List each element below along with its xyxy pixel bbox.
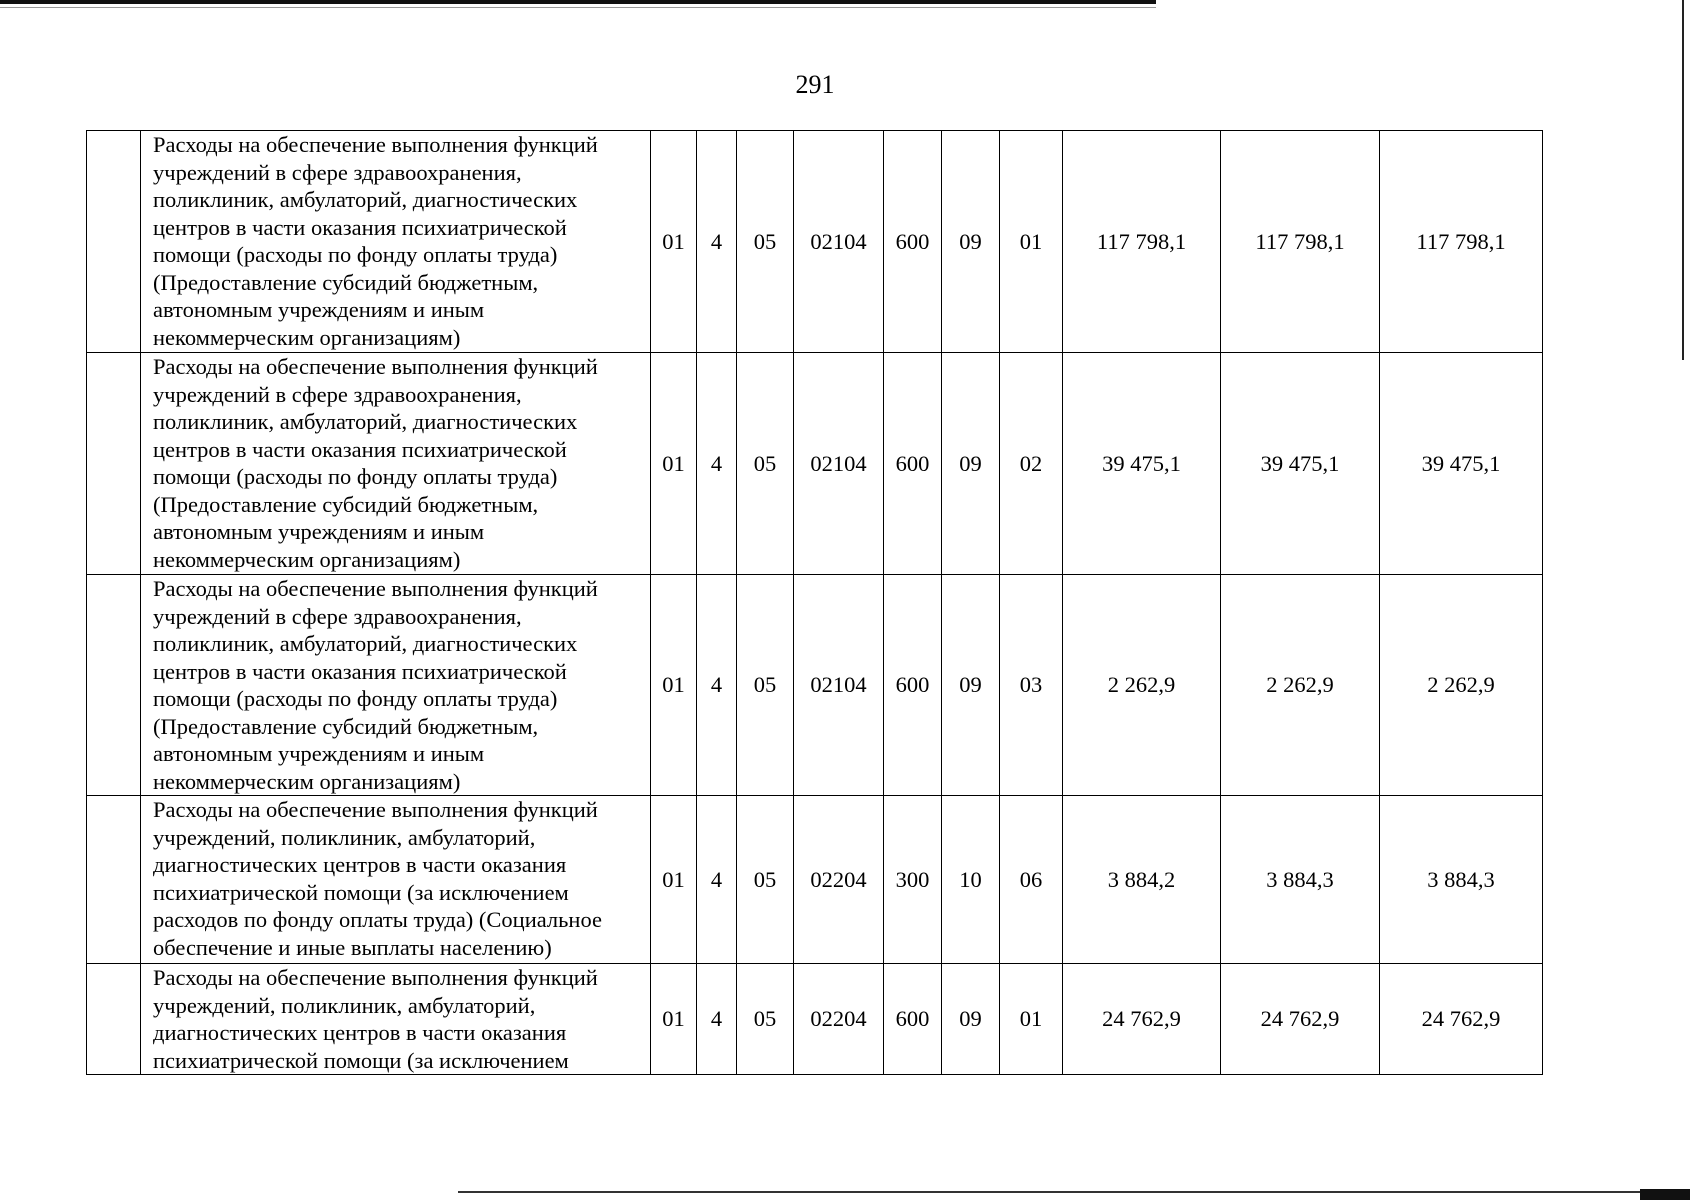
code-cell: 01 — [651, 131, 697, 353]
code-cell: 02104 — [794, 353, 884, 575]
code-cell: 10 — [942, 796, 1000, 964]
code-cell: 01 — [651, 964, 697, 1075]
code-cell: 600 — [884, 131, 942, 353]
row-description: Расходы на обеспечение выполнения функций учреждений, поликлиник, амбулаторий, диагностических центров в части оказания психиатрической помощи (за исключением — [141, 964, 651, 1075]
row-index-cell — [87, 353, 141, 575]
code-cell: 02204 — [794, 796, 884, 964]
page-number: 291 — [795, 70, 835, 99]
amount-cell: 39 475,1 — [1380, 353, 1543, 575]
amount-cell: 39 475,1 — [1063, 353, 1221, 575]
amount-cell: 24 762,9 — [1221, 964, 1380, 1075]
code-cell: 09 — [942, 131, 1000, 353]
row-description: Расходы на обеспечение выполнения функций учреждений в сфере здравоохранения, поликлиник, амбулаторий, диагностических центров в части оказания психиатрической помощи (расходы по фонду оплаты труда) (Предоставление субсидий бюджетным, автономным учреждениям и иным некоммерческим организациям) — [141, 575, 651, 796]
row-index-cell — [87, 964, 141, 1075]
amount-cell: 24 762,9 — [1063, 964, 1221, 1075]
code-cell: 01 — [651, 575, 697, 796]
scan-edge-top — [0, 0, 1156, 4]
code-cell: 03 — [1000, 575, 1063, 796]
row-description: Расходы на обеспечение выполнения функций учреждений в сфере здравоохранения, поликлиник, амбулаторий, диагностических центров в части оказания психиатрической помощи (расходы по фонду оплаты труда) (Предоставление субсидий бюджетным, автономным учреждениям и иным некоммерческим организациям) — [141, 353, 651, 575]
code-cell: 600 — [884, 353, 942, 575]
scan-edge-bottom — [458, 1191, 1690, 1193]
row-index-cell — [87, 575, 141, 796]
code-cell: 09 — [942, 353, 1000, 575]
amount-cell: 3 884,3 — [1380, 796, 1543, 964]
table-row — [87, 964, 1543, 1075]
code-cell: 600 — [884, 964, 942, 1075]
code-cell: 300 — [884, 796, 942, 964]
row-index-cell — [87, 131, 141, 353]
code-cell: 01 — [1000, 964, 1063, 1075]
table-row — [87, 796, 1543, 964]
scan-edge-bottom-corner — [1640, 1189, 1690, 1200]
amount-cell: 117 798,1 — [1063, 131, 1221, 353]
amount-cell: 39 475,1 — [1221, 353, 1380, 575]
code-cell: 05 — [737, 796, 794, 964]
code-cell: 06 — [1000, 796, 1063, 964]
row-index-cell — [87, 796, 141, 964]
amount-cell: 117 798,1 — [1221, 131, 1380, 353]
amount-cell: 2 262,9 — [1221, 575, 1380, 796]
code-cell: 05 — [737, 964, 794, 1075]
code-cell: 01 — [1000, 131, 1063, 353]
code-cell: 4 — [697, 964, 737, 1075]
code-cell: 09 — [942, 575, 1000, 796]
code-cell: 4 — [697, 796, 737, 964]
table-row — [87, 575, 1543, 796]
amount-cell: 2 262,9 — [1063, 575, 1221, 796]
code-cell: 02204 — [794, 964, 884, 1075]
code-cell: 02104 — [794, 575, 884, 796]
scan-edge-right — [1682, 0, 1684, 360]
code-cell: 4 — [697, 353, 737, 575]
code-cell: 01 — [651, 796, 697, 964]
amount-cell: 3 884,2 — [1063, 796, 1221, 964]
code-cell: 05 — [737, 353, 794, 575]
amount-cell: 117 798,1 — [1380, 131, 1543, 353]
code-cell: 4 — [697, 575, 737, 796]
code-cell: 4 — [697, 131, 737, 353]
amount-cell: 2 262,9 — [1380, 575, 1543, 796]
code-cell: 05 — [737, 575, 794, 796]
amount-cell: 24 762,9 — [1380, 964, 1543, 1075]
code-cell: 02104 — [794, 131, 884, 353]
code-cell: 02 — [1000, 353, 1063, 575]
scan-edge-top-faint — [0, 7, 1156, 8]
row-description: Расходы на обеспечение выполнения функций учреждений в сфере здравоохранения, поликлиник, амбулаторий, диагностических центров в части оказания психиатрической помощи (расходы по фонду оплаты труда) (Предоставление субсидий бюджетным, автономным учреждениям и иным некоммерческим организациям) — [141, 131, 651, 353]
amount-cell: 3 884,3 — [1221, 796, 1380, 964]
table-row — [87, 353, 1543, 575]
code-cell: 09 — [942, 964, 1000, 1075]
table-row — [87, 131, 1543, 353]
budget-table — [86, 130, 1543, 1075]
code-cell: 01 — [651, 353, 697, 575]
code-cell: 05 — [737, 131, 794, 353]
code-cell: 600 — [884, 575, 942, 796]
row-description: Расходы на обеспечение выполнения функций учреждений, поликлиник, амбулаторий, диагностических центров в части оказания психиатрической помощи (за исключением расходов по фонду оплаты труда) (Социальное обеспечение и иные выплаты населению) — [141, 796, 651, 964]
